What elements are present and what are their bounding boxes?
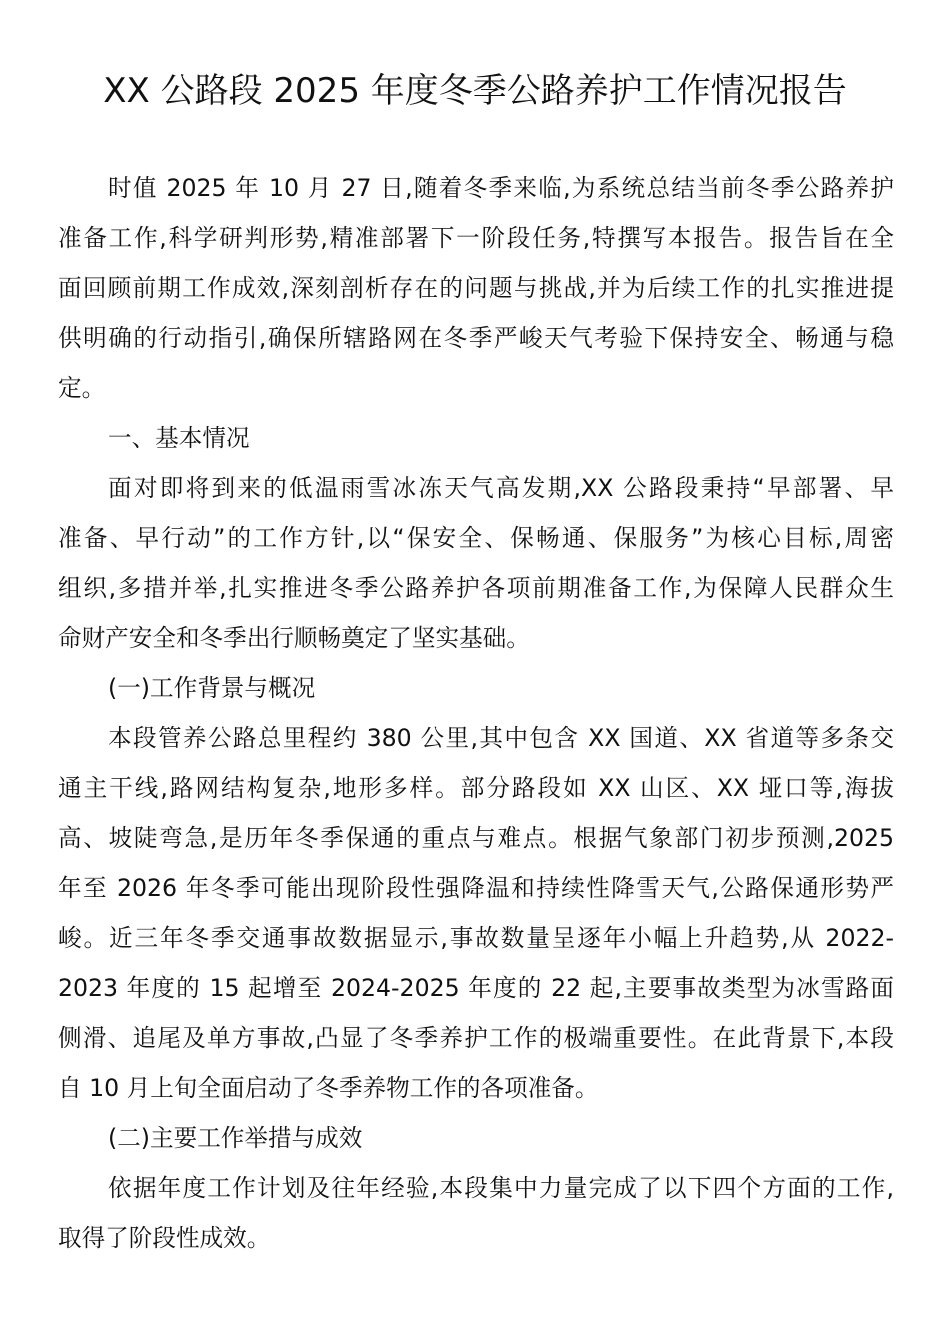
- paragraph-line: 年至 2026 年冬季可能出现阶段性强降温和持续性降雪天气,公路保通形势严: [58, 874, 894, 902]
- paragraph-line: 取得了阶段性成效。: [58, 1224, 271, 1252]
- paragraph-line: 自 10 月上旬全面启动了冬季养物工作的各项准备。: [58, 1074, 599, 1102]
- subsection-heading: (二)主要工作举措与成效: [108, 1124, 363, 1152]
- paragraph-line: 峻。近三年冬季交通事故数据显示,事故数量呈逐年小幅上升趋势,从 2022-: [58, 924, 894, 952]
- paragraph-line: 2023 年度的 15 起增至 2024-2025 年度的 22 起,主要事故类型为冰雪路面: [58, 974, 894, 1002]
- section-heading: 一、基本情况: [108, 424, 250, 452]
- paragraph-line: 组织,多措并举,扎实推进冬季公路养护各项前期准备工作,为保障人民群众生: [58, 574, 894, 602]
- paragraph-line: 定。: [58, 374, 106, 402]
- paragraph-line: 供明确的行动指引,确保所辖路网在冬季严峻天气考验下保持安全、畅通与稳: [58, 324, 894, 352]
- paragraph-line: 准备工作,科学研判形势,精准部署下一阶段任务,特撰写本报告。报告旨在全: [58, 224, 894, 252]
- document-title: XX 公路段 2025 年度冬季公路养护工作情况报告: [103, 71, 847, 111]
- paragraph-line: 准备、早行动”的工作方针,以“保安全、保畅通、保服务”为核心目标,周密: [58, 524, 894, 552]
- subsection-heading: (一)工作背景与概况: [108, 674, 316, 702]
- paragraph-line: 命财产安全和冬季出行顺畅奠定了坚实基础。: [58, 624, 530, 652]
- paragraph-line: 通主干线,路网结构复杂,地形多样。部分路段如 XX 山区、XX 垭口等,海拔: [58, 774, 894, 802]
- paragraph-line: 面对即将到来的低温雨雪冰冻天气高发期,XX 公路段秉持“早部署、早: [108, 474, 894, 502]
- paragraph-line: 本段管养公路总里程约 380 公里,其中包含 XX 国道、XX 省道等多条交: [108, 724, 894, 752]
- paragraph-line: 面回顾前期工作成效,深刻剖析存在的问题与挑战,并为后续工作的扎实推进提: [58, 274, 894, 302]
- paragraph-line: 依据年度工作计划及往年经验,本段集中力量完成了以下四个方面的工作,: [108, 1174, 894, 1202]
- paragraph-line: 时值 2025 年 10 月 27 日,随着冬季来临,为系统总结当前冬季公路养护: [108, 174, 894, 202]
- paragraph-line: 侧滑、追尾及单方事故,凸显了冬季养护工作的极端重要性。在此背景下,本段: [58, 1024, 894, 1052]
- paragraph-line: 高、坡陡弯急,是历年冬季保通的重点与难点。根据气象部门初步预测,2025: [58, 824, 894, 852]
